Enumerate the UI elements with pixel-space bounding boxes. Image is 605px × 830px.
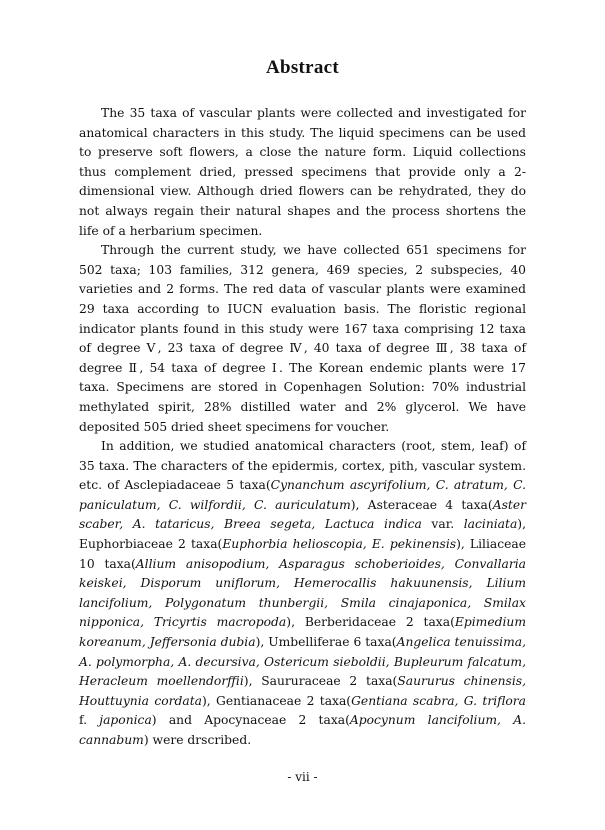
text-run: var. [421, 517, 464, 532]
italic-run: Gentiana scabra, G. triflora [351, 693, 526, 708]
text-run: ) and Apocynaceae 2 taxa( [151, 713, 350, 728]
italic-run: Apocynum lancifolium, A. cannabum [79, 713, 526, 747]
abstract-paragraph [79, 104, 526, 241]
abstract-body [79, 104, 526, 751]
text-run: ), Asteraceae 4 taxa( [350, 497, 493, 512]
text-run: ), Berberidaceae 2 taxa( [286, 615, 455, 630]
italic-run: Aster scaber, A. tataricus, Breea segeta, Lactuca indica [79, 497, 526, 532]
text-run: ), Liliaceae 10 taxa( [79, 537, 526, 571]
italic-run: laciniata [463, 517, 518, 532]
italic-run: Saururus chinensis, Houttuynia cordata [79, 674, 526, 708]
abstract-paragraph [79, 241, 526, 437]
text-run: Through the current study, we have collected 651 specimens for 502 taxa; 103 families, 312 genera, 469 species, 2 subspecies, 40 varieties and 2 forms. The red data of vascular plants were examined 29 taxa according to IUCN evaluation basis. The floristic regional indicator plants found in this study were 167 taxa comprising 12 taxa of degree Ⅴ, 23 taxa of degree Ⅳ, 40 taxa of degree Ⅲ, 38 taxa of degree Ⅱ, 54 taxa of degree Ⅰ. The Korean endemic plants were 17 taxa. Specimens are stored in Copenhagen Solution: 70% industrial methylated spirit, 28% distilled water and 2% glycerol. We have deposited 505 dried sheet specimens for voucher. [79, 243, 526, 434]
abstract-title: Abstract [265, 57, 340, 78]
abstract-paragraph [79, 437, 526, 751]
text-run: ), Euphorbiaceae 2 taxa( [79, 517, 526, 552]
text-run: f. [79, 713, 100, 728]
italic-run: Epimedium koreanum, Jeffersonia dubia [79, 615, 526, 650]
italic-run: Angelica tenuissima, A. polymorpha, A. decursiva, Ostericum sieboldii, Bupleurum falcatum, Heracleum moellendorffii [79, 635, 527, 689]
page-number: - vii - [287, 770, 318, 784]
text-run: ), Gentianaceae 2 taxa( [201, 693, 352, 708]
text-run: ) were drscribed. [143, 733, 252, 747]
text-run: In addition, we studied anatomical characters (root, stem, leaf) of 35 taxa. The characters of the epidermis, cortex, pith, vascular system. etc. of Asclepiadaceae 5 taxa( [79, 439, 526, 493]
text-run: ), Saururaceae 2 taxa( [243, 674, 398, 689]
italic-run: Euphorbia helioscopia, E. pekinensis [222, 537, 457, 552]
text-run: The 35 taxa of vascular plants were collected and investigated for anatomical characters in this study. The liquid specimens can be used to preserve soft flowers, a close the nature form. Liquid collections thus complement dried, pressed specimens that provide only a 2-dimensional view. Although dried flowers can be rehydrated, they do not always regain their natural shapes and the process shortens the life of a herbarium specimen. [79, 106, 526, 238]
italic-run: japonica [99, 713, 152, 728]
text-run: ), Umbelliferae 6 taxa( [255, 635, 397, 650]
italic-run: Allium anisopodium, Asparagus schoberioides, Convallaria keiskei, Disporum uniflorum, Hemerocallis hakuunensis, Lilium lancifolium, Polygonatum thunbergii, Smila cinajaponica, Smilax nipponica, Tricyrtis macropoda [79, 556, 526, 630]
italic-run: Cynanchum ascyrifolium, C. atratum, C. paniculatum, C. wilfordii, C. auriculatum [79, 478, 526, 512]
